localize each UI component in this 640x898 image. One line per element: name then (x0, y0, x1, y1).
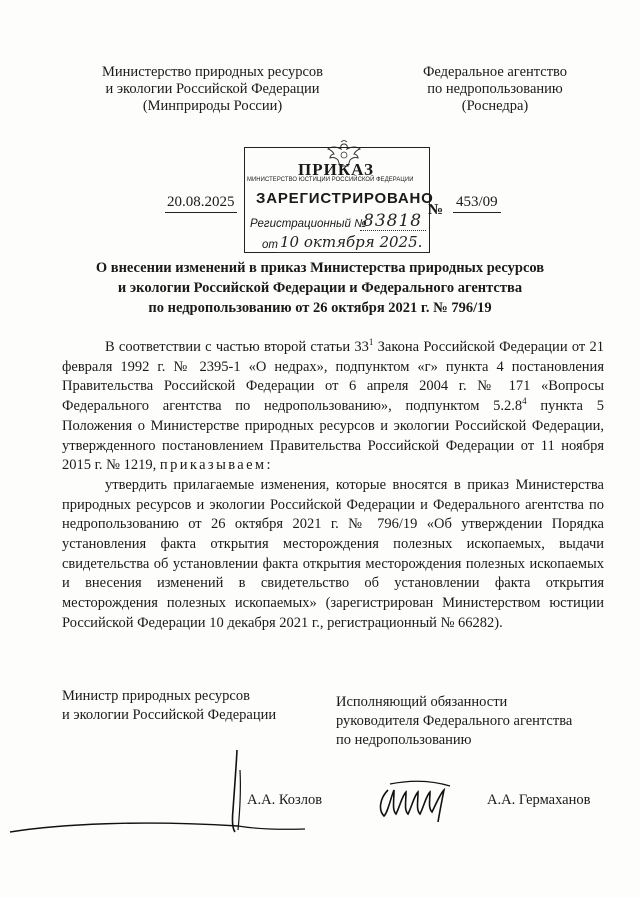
document-title (60, 258, 580, 318)
stamp-ministry: МИНИСТЕРСТВО ЮСТИЦИИ РОССИЙСКОЙ ФЕДЕРАЦИИ (247, 176, 414, 183)
header-right-line-2: по недропользованию (427, 81, 563, 97)
order-date: 20.08.2025 (165, 194, 237, 213)
p1-text-a: В соответствии с частью второй статьи 33 (105, 339, 369, 355)
stamp-date-label: от (262, 239, 278, 251)
signature-right-name: А.А. Гермаханов (487, 792, 591, 808)
document-body (62, 338, 604, 634)
signature-left-name: А.А. Козлов (247, 792, 323, 808)
title-line-1: О внесении изменений в приказ Министерства природных ресурсов (95, 260, 545, 276)
signature-left-position (62, 687, 276, 725)
header-left (70, 64, 355, 115)
p1-sup-1: 1 (368, 337, 374, 348)
header-left-line-3: (Минприроды России) (142, 98, 283, 114)
body-paragraph-1 (62, 338, 604, 476)
p1-text-b: Закона Российской Федерации от 21 февраля 1992 г. № 2395-1 «О недрах», подпунктом «г» пункта 4 постановления Правительства Российской Федерации от 6 апреля 2004 г. № 171 «Вопросы Федерального агентства по недропользованию», подпунктом 5.2.8 (62, 339, 604, 415)
right-position-line-2: руководителя Федерального агентства (336, 713, 573, 729)
right-position-line-3: по недропользованию (336, 732, 472, 748)
header-left-line-1: Министерство природных ресурсов (102, 64, 323, 80)
title-line-3: по недропользованию от 26 октября 2021 г. № 796/19 (148, 300, 492, 316)
header-right (390, 64, 600, 115)
right-position-line-1: Исполняющий обязанности (336, 694, 508, 710)
body-paragraph-2: утвердить прилагаемые изменения, которые вносятся в приказ Министерства природных ресурсов и экологии Российской Федерации и Федерального агентства по недропользованию от 26 октября 2021 г. № 796/19 «Об утверждении Порядка установления факта открытия месторождения полезных ископаемых, выдачи свидетельства об установлении факта открытия месторождения полезных ископаемых и внесения изменений в свидетельство об установлении факта открытия месторождения полезных ископаемых» (зарегистрирован Министерством юстиции Российской Федерации 10 декабря 2021 г., регистрационный № 66282). (62, 476, 604, 631)
stamp-registered: ЗАРЕГИСТРИРОВАНО (256, 190, 434, 207)
left-position-line-1: Министр природных ресурсов (62, 688, 250, 704)
header-right-line-1: Федеральное агентство (422, 64, 568, 80)
stamp-reg-label: Регистрационный № (250, 218, 367, 230)
header-right-line-3: (Роснедра) (461, 98, 529, 114)
order-number: 453/09 (453, 194, 501, 213)
stamp-date-value: 10 октября 2025. (280, 233, 423, 251)
header-left-line-2: и экологии Российской Федерации (105, 81, 320, 97)
stamp-reg-number: 83818 (363, 211, 423, 231)
p1-text-c: пункта 5 Положения о Министерстве природных ресурсов и экологии Российской Федерации, утвержденного постановлением Правительства Российской Федерации от 11 ноября 2015 г. № 1219, (62, 398, 604, 474)
stamp-date-underline (276, 252, 426, 253)
order-word: ПРИКАЗ (298, 160, 374, 179)
p1-sup-2: 4 (522, 396, 527, 407)
p1-order-word: приказываем: (159, 457, 273, 474)
left-position-line-2: и экологии Российской Федерации (62, 707, 277, 723)
order-number-sign: № (428, 202, 444, 218)
title-line-2: и экологии Российской Федерации и Федерального агентства (117, 280, 523, 296)
stamp-reg-underline (360, 230, 426, 231)
signature-right-position (336, 693, 572, 750)
signature-right-handwritten (370, 770, 465, 830)
